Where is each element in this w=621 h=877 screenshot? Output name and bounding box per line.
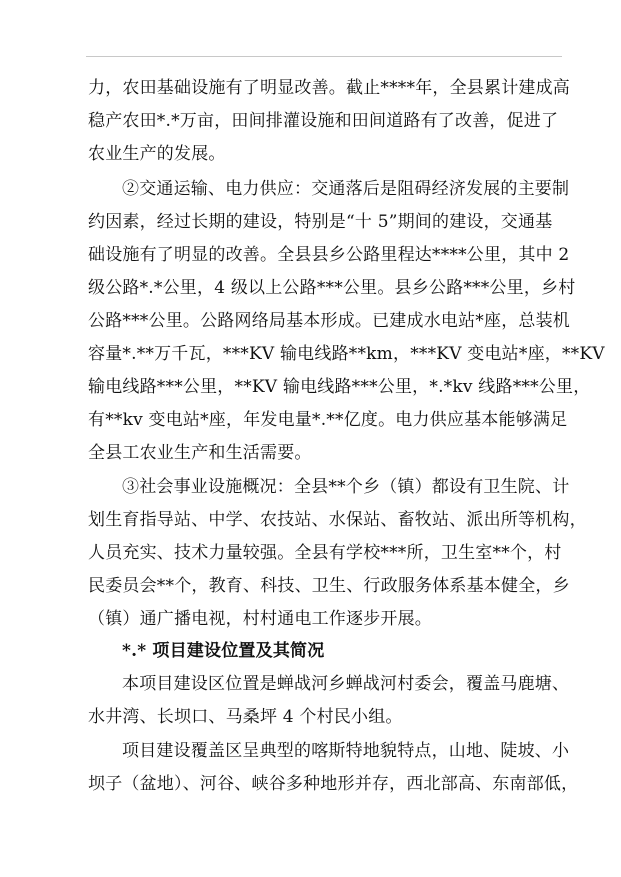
paragraph-transport-line-9: 全县工农业生产和生活需要。 bbox=[88, 443, 312, 463]
paragraph-social-line-3: 人员充实、技术力量较强。全县有学校***所，卫生室**个，村 bbox=[88, 543, 562, 563]
paragraph-transport-line-8: 有**kv 变电站*座，年发电量*.**亿度。电力供应基本能够满足 bbox=[88, 410, 568, 430]
paragraph-transport-line-7: 输电线路***公里，**KV 输电线路***公里，*.*kv 线路***公里， bbox=[88, 377, 591, 397]
text-line-2: 稳产农田*.*万亩，田间排灌设施和田间道路有了改善，促进了 bbox=[88, 111, 559, 131]
paragraph-transport-line-6: 容量*.**万千瓦，***KV 输电线路**km，***KV 变电站*座，**KV bbox=[88, 344, 605, 364]
paragraph-location-line-1: 本项目建设区位置是蝉战河乡蝉战河村委会，覆盖马鹿塘、 bbox=[122, 674, 570, 694]
header-rule bbox=[86, 56, 562, 57]
paragraph-transport-line-5: 公路***公里。公路网络局基本形成。已建成水电站*座，总装机 bbox=[88, 311, 570, 331]
paragraph-terrain-line-1: 项目建设覆盖区呈典型的喀斯特地貌特点，山地、陡坡、小 bbox=[122, 741, 570, 761]
paragraph-social-line-2: 划生育指导站、中学、农技站、水保站、畜牧站、派出所等机构， bbox=[88, 510, 587, 530]
paragraph-transport-line-4: 级公路*.*公里，4 级以上公路***公里。县乡公路***公里，乡村 bbox=[88, 278, 576, 298]
paragraph-transport-line-2: 约因素，经过长期的建设，特别是“十 5”期间的建设，交通基 bbox=[88, 212, 553, 232]
paragraph-transport-line-1: ②交通运输、电力供应：交通落后是阻碍经济发展的主要制 bbox=[122, 179, 570, 199]
paragraph-terrain-line-2: 坝子（盆地）、河谷、峡谷多种地形并存，西北部高、东南部低， bbox=[88, 774, 579, 794]
text-line-3: 农业生产的发展。 bbox=[88, 144, 226, 164]
paragraph-social-line-5: （镇）通广播电视，村村通电工作逐步开展。 bbox=[88, 609, 432, 629]
paragraph-social-line-1: ③社会事业设施概况：全县**个乡（镇）都设有卫生院、计 bbox=[122, 477, 570, 497]
paragraph-transport-line-3: 础设施有了明显的改善。全县县乡公路里程达****公里，其中 2 bbox=[88, 245, 570, 265]
paragraph-location-line-2: 水井湾、长坝口、马桑坪 4 个村民小组。 bbox=[88, 707, 403, 727]
text-line-1: 力，农田基础设施有了明显改善。截止****年，全县累计建成高 bbox=[88, 78, 570, 98]
section-heading: *.* 项目建设位置及其简况 bbox=[122, 641, 325, 661]
paragraph-social-line-4: 民委员会**个，教育、科技、卫生、行政服务体系基本健全，乡 bbox=[88, 576, 570, 596]
